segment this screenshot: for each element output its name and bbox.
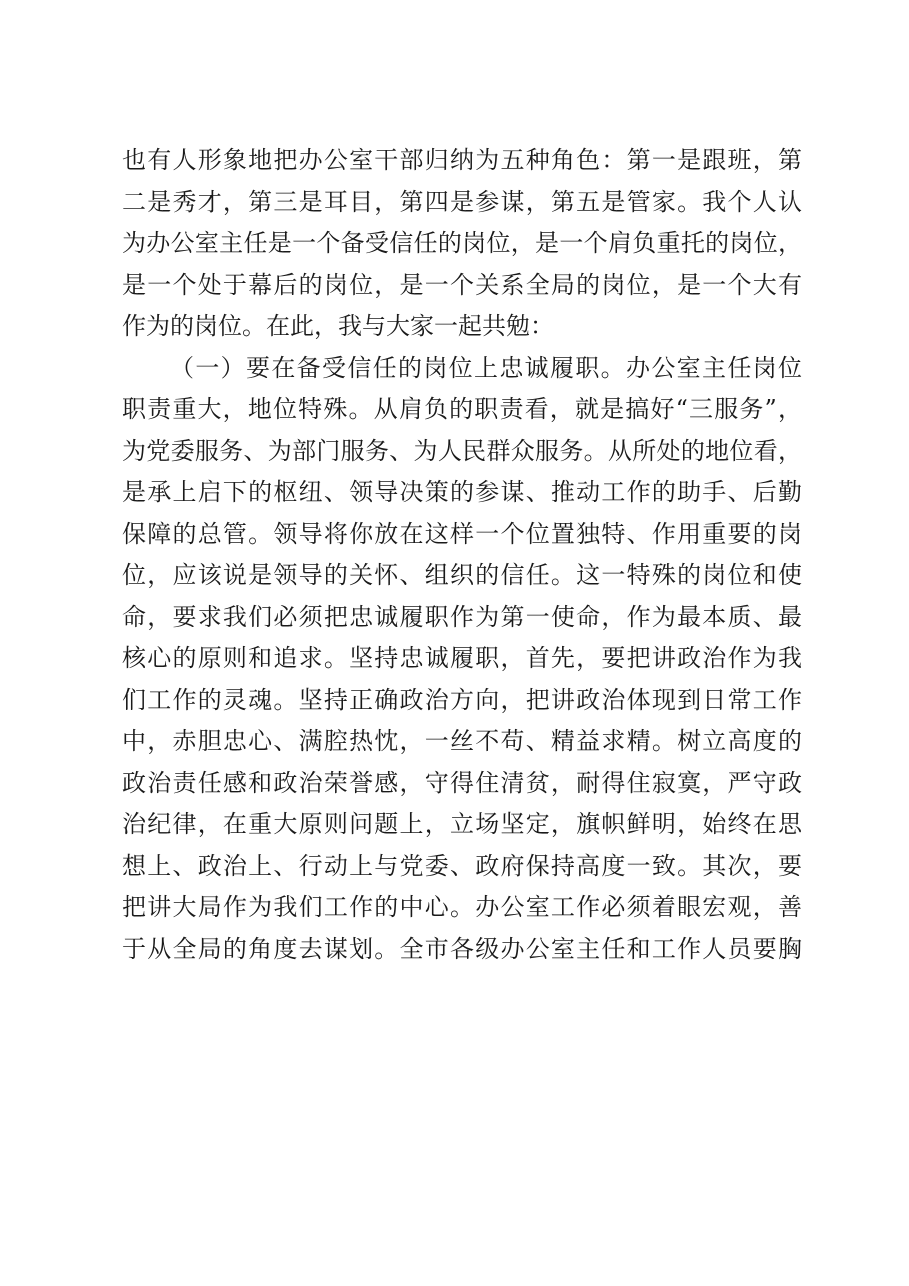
paragraph-2-line: 是承上启下的枢纽、领导决策的参谋、推动工作的助手、后勤 — [122, 478, 802, 506]
paragraph-2-line: （一）要在备受信任的岗位上忠诚履职。办公室主任岗位 — [170, 353, 802, 382]
paragraph-2-line: 政治责任感和政治荣誉感，守得住清贫，耐得住寂寞，严守政 — [122, 768, 802, 797]
paragraph-1-line: 是一个处于幕后的岗位，是一个关系全局的岗位，是一个大有 — [122, 270, 802, 299]
paragraph-2-line: 把讲大局作为我们工作的中心。办公室工作必须着眼宏观，善 — [122, 893, 802, 921]
paragraph-1-line: 二是秀才，第三是耳目，第四是参谋，第五是管家。我个人认 — [122, 187, 802, 216]
paragraph-2-line: 保障的总管。领导将你放在这样一个位置独特、作用重要的岗 — [122, 519, 802, 548]
paragraph-2-line: 中，赤胆忠心、满腔热忱，一丝不苟、精益求精。树立高度的 — [122, 727, 802, 755]
body-text — [122, 140, 802, 970]
paragraph-2-line: 治纪律，在重大原则问题上，立场坚定，旗帜鲜明，始终在思 — [122, 810, 802, 838]
paragraph-1-line: 为办公室主任是一个备受信任的岗位，是一个肩负重托的岗位， — [122, 229, 802, 257]
paragraph-1-line: 也有人形象地把办公室干部归纳为五种角色：第一是跟班，第 — [122, 146, 802, 174]
paragraph-2-line: 于从全局的角度去谋划。全市各级办公室主任和工作人员要胸 — [122, 934, 802, 963]
paragraph-2-line: 命，要求我们必须把忠诚履职作为第一使命，作为最本质、最 — [122, 602, 802, 631]
paragraph-2-line: 们工作的灵魂。坚持正确政治方向，把讲政治体现到日常工作 — [122, 685, 802, 714]
paragraph-2-line: 位，应该说是领导的关怀、组织的信任。这一特殊的岗位和使 — [122, 561, 802, 589]
paragraph-1-line: 作为的岗位。在此，我与大家一起共勉： — [122, 312, 554, 340]
paragraph-2-line: 核心的原则和追求。坚持忠诚履职，首先，要把讲政治作为我 — [122, 644, 802, 672]
paragraph-2-line: 职责重大，地位特殊。从肩负的职责看，就是搞好“三服务”， — [122, 395, 802, 423]
paragraph-2-line: 为党委服务、为部门服务、为人民群众服务。从所处的地位看， — [122, 436, 802, 465]
paragraph-2-line: 想上、政治上、行动上与党委、政府保持高度一致。其次，要 — [122, 851, 802, 880]
